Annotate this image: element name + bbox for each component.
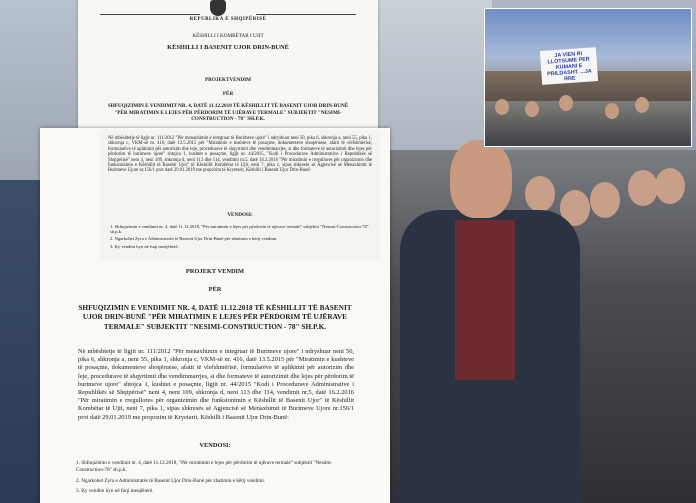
per-heading: PËR: [208, 286, 222, 293]
subject-heading: SHFUQIZIMIN E VENDIMIT NR. 4, DATË 11.12.2018 TË KËSHILLIT TË BASENIT UJOR DRIN-BUNË "PËR MIRATIMIN E LEJES PËR PËRDORIM TË UJËRAVE TERMALE" SUBJEKTIT "NESIMI-CONSTRUCTION - 78" SH.P.K.: [107, 103, 349, 123]
vendosi-heading: VENDOSI:: [199, 442, 231, 449]
protest-sign: JA VIEN RI LLOTSUME PER KUMANI E PRILDASHT. ...JA RRE: [540, 47, 598, 85]
man-shirt: [455, 220, 515, 380]
basin-council-heading: KËSHILLI I BASENIT UJOR DRIN-BUNË: [167, 44, 289, 51]
main-man: [400, 140, 580, 503]
mini-document: [100, 130, 380, 260]
inset-face: [605, 103, 619, 119]
draft-heading: PROJEKTVENDIM: [204, 77, 252, 83]
crowd-face: [655, 168, 685, 204]
mini-decision-item: 1. Shfuqizimin e vendimit nr. 4, datë 11.12.2018, "Për miratimin e lejes për përdorim të ujërave termale" subjektit "Nesimi-Construction-78" sh.p.k.: [110, 224, 369, 235]
inset-face: [635, 97, 649, 113]
crowd-face: [628, 170, 658, 206]
decision-item: 2. Ngarkohet Zyra e Administratës të Basenit Ujor Drin-Bunë për zbatimin e këtij vendimi.: [76, 478, 266, 484]
decision-item: 1. Shfuqizimin e vendimit nr. 4, datë 11.12.2018, "Për miratimin e lejes për përdorim të ujërave termale" subjektit "Nesimi-Construction-78" sh.p.k.: [76, 460, 333, 473]
albania-emblem-icon: [210, 0, 226, 16]
body-paragraph: Në mbështetje të ligjit nr. 111/2012 "Për menaxhimin e integruar të Burimeve ujore" i ndryshuar neni 50, pika 6, shkronja a, neni 55, pika 1, shkronja c, VKM-së nr. 416, datë 13.5.2015 për "Miratimin e kushteve të posaçme, dokumenteve shoqëruese, afatit të vlefshmërisë, formularëve të aplikimit për autorizim dhe leje, procedurave të shqyrtimit dhe vendimmarrjes, si dhe formateve të autorizimit dhe lejes për përdorim të burimeve ujore" shtojca 1, kushtet e posaçme, ligjit nr. 44/2015 "Kodi i Procedurave Administrative i Republikës së Shqipërisë" neni 4, neni 109, shkronja d, neni 113 dhe 114, vendimit nr.5, datë 16.2.2016 "Për miratimin e rregullores për organizimin dhe funksionimin e Këshillit të Basenit Ujor" të Këshillit Kombëtar të Ujit, neni 7, pika 1, sipas shkresës së Agjencisë së Menaxhimit të Burimeve Ujore nr.156/1 prot datë 29.01.2019 me propozim të Kryetarit, Këshilli i Basenit Ujor Drin-Bunë:: [78, 348, 354, 421]
council-heading: KËSHILLI I KOMBËTAR I UJIT: [192, 33, 264, 39]
decision-item: 3. Ky vendim hyn në fuqi menjëherë.: [76, 488, 154, 494]
inset-face: [559, 95, 573, 111]
inset-face: [495, 99, 509, 115]
subject-heading: SHFUQIZIMIN E VENDIMIT NR. 4, DATË 11.12.2018 TË KËSHILLIT TË BASENIT UJOR DRIN-BUNË "PËR MIRATIMIN E LEJES PËR PËRDORIM TË UJËRAVE TERMALE" SUBJEKTIT "NESIMI-CONSTRUCTION - 78" SH.P.K.: [78, 303, 352, 331]
mini-vendosi-heading: VENDOSI:: [227, 212, 253, 218]
man-head: [450, 140, 512, 218]
crowd-face: [590, 182, 620, 218]
mini-decision-item: 3. Ky vendim hyn në fuqi menjëherë.: [110, 244, 179, 249]
draft-heading: PROJEKT VENDIM: [185, 268, 245, 275]
protest-inset-photo: [484, 8, 692, 147]
header-rule: [100, 14, 200, 15]
header-rule: [256, 14, 356, 15]
per-heading: PËR: [222, 91, 234, 97]
mini-body-paragraph: Në mbështetje të ligjit nr. 111/2012 "Për menaxhimin e integruar të Burimeve ujore" i ndryshuar neni 50, pika 6, shkronja a, neni 55, pika 1, shkronja c, VKM-së nr. 416, datë 13.5.2015 për "Miratimin e kushteve të posaçme, dokumenteve shoqëruese, afatit të vlefshmërisë, formularëve të aplikimit për autorizim dhe leje, procedurave të shqyrtimit dhe vendimmarrjes, si dhe formateve të autorizimit dhe lejes për përdorim të burimeve ujore" shtojca 1, kushtet e posaçme, ligjit nr. 44/2015, "Kodi i Procedurave Administrative i Republikës së Shqipërisë" neni 4, neni 109, shkronja d, neni 113 dhe 114, vendimit nr.5, datë 16.2.2016 "Për miratimin e rregullores për organizimin dhe funksionimin e Këshillit të Basenit Ujor" të Këshillit Kombëtar të Ujit, neni 7, pika 1, sipas shkresës së Agjencisë së Menaxhimit të Burimeve Ujore nr.156/1 prot datë 29.01.2019 me propozim të Kryetarit, Këshilli i Basenit Ujor Drin-Bunë:: [108, 136, 372, 174]
republic-heading: REPUBLIKA E SHQIPËRISË: [189, 17, 267, 22]
mini-decision-item: 2. Ngarkohet Zyra e Administratës të Basenit Ujor Drin-Bunë për zbatimin e këtij vendimi.: [110, 236, 278, 241]
inset-face: [525, 101, 539, 117]
back-document: [78, 0, 378, 140]
